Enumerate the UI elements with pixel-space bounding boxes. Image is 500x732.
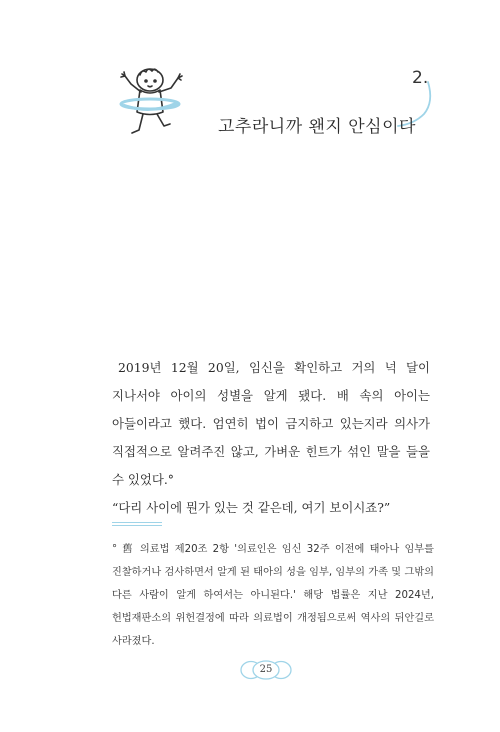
body-text (112, 354, 430, 522)
body-quote: “다리 사이에 뭔가 있는 것 같은데, 여기 보이시죠?” (112, 500, 391, 515)
page-number: 25 (259, 664, 273, 675)
footnote: ° 舊 의료법 제20조 2항 '의료인은 임신 32주 이전에 태아나 임부를 진찰하거나 검사하면서 알게 된 태아의 성을 임부, 임부의 가족 및 그밖의 다른 사람이 알게 하여서는 아니된다.' 해당 법률은 지난 2024년, 헌법재판소의 위헌결정에 따라 의료법이 개정됨으로써 역사의 뒤안길로 사라졌다. (112, 544, 434, 647)
body-paragraph: 2019년 12월 20일, 임신을 확인하고 거의 넉 달이 지나서야 아이의 성별을 알게 됐다. 배 속의 아이는 아들이라고 했다. 엄연히 법이 금지하고 있는지라 의사가 직접적으로 알려주진 않고, 가벼운 힌트가 섞인 말을 들을 수 있었다.° (112, 360, 430, 487)
chapter-number: 2. (412, 68, 429, 88)
chapter-title: 고추라니까 왠지 안심이다 (218, 117, 416, 137)
baby-hula-hoop-illustration (112, 60, 188, 140)
footnote-divider (112, 521, 162, 527)
